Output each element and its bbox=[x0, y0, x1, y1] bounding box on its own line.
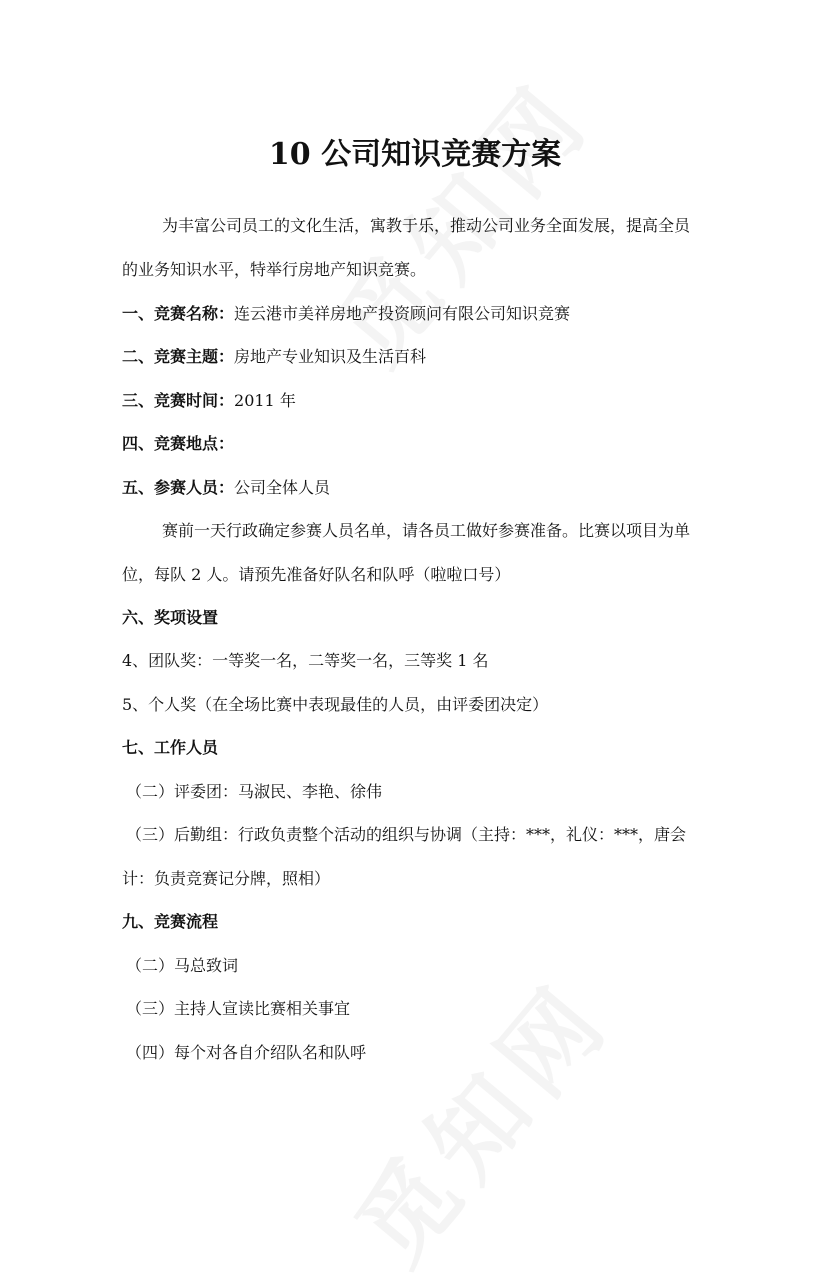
section-competition-venue bbox=[122, 432, 234, 456]
section-value: 公司全体人员 bbox=[234, 478, 331, 497]
staff-heading: 七、工作人员 bbox=[122, 738, 219, 757]
section-label: 二、竞赛主题： bbox=[122, 347, 235, 366]
award-item: 5、个人奖（在全场比赛中表现最佳的人员，由评委团决定） bbox=[122, 695, 549, 714]
intro-line: 的业务知识水平，特举行房地产知识竞赛。 bbox=[122, 260, 427, 279]
participants-note-line: 赛前一天行政确定参赛人员名单，请各员工做好参赛准备。比赛以项目为单 bbox=[162, 521, 691, 540]
intro-line: 为丰富公司员工的文化生活，寓教于乐，推动公司业务全面发展，提高全员 bbox=[162, 216, 691, 235]
section-label: 一、竞赛名称： bbox=[122, 304, 235, 323]
page-title: 10 公司知识竞赛方案 bbox=[268, 137, 562, 172]
process-step: （三）主持人宣读比赛相关事宜 bbox=[126, 999, 351, 1018]
section-value: 2011 年 bbox=[234, 391, 296, 410]
watermark bbox=[320, 947, 637, 1288]
awards-heading: 六、奖项设置 bbox=[122, 608, 219, 627]
section-participants bbox=[122, 476, 330, 500]
section-competition-name bbox=[122, 302, 570, 326]
section-label: 三、竞赛时间： bbox=[122, 391, 235, 410]
section-label: 四、竞赛地点： bbox=[122, 434, 235, 453]
staff-item: （二）评委团：马淑民、李艳、徐伟 bbox=[126, 782, 383, 801]
participants-note-line: 位，每队 2 人。请预先准备好队名和队呼（啦啦口号） bbox=[122, 565, 511, 584]
staff-item: 计：负责竞赛记分牌，照相） bbox=[122, 869, 331, 888]
process-heading: 九、竞赛流程 bbox=[122, 912, 219, 931]
section-value: 连云港市美祥房地产投资顾问有限公司知识竞赛 bbox=[234, 304, 571, 323]
section-value: 房地产专业知识及生活百科 bbox=[234, 347, 427, 366]
staff-item: （三）后勤组：行政负责整个活动的组织与协调（主持：***，礼仪：***，唐会 bbox=[126, 825, 687, 844]
process-step: （二）马总致词 bbox=[126, 956, 239, 975]
section-label: 五、参赛人员： bbox=[122, 478, 235, 497]
award-item: 4、团队奖：一等奖一名，二等奖一名，三等奖 1 名 bbox=[122, 651, 489, 670]
section-competition-theme bbox=[122, 345, 426, 369]
process-step: （四）每个对各自介绍队名和队呼 bbox=[126, 1043, 367, 1062]
section-competition-time bbox=[122, 389, 296, 413]
